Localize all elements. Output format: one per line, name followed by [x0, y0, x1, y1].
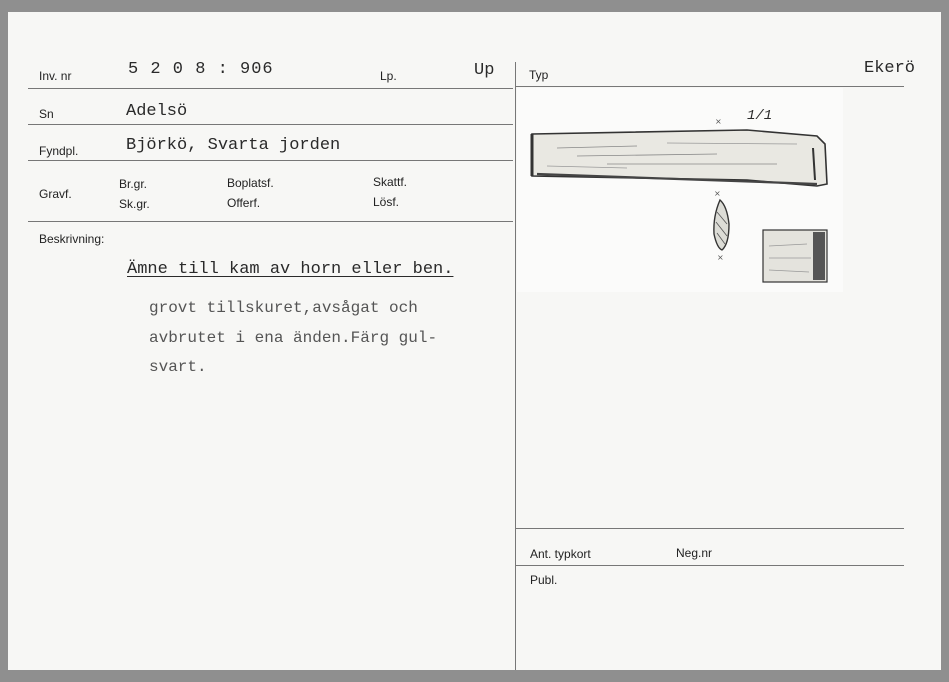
skattf-label: Skattf. — [373, 175, 408, 189]
svg-text:×: × — [715, 117, 722, 126]
column-divider — [515, 62, 516, 670]
sn-label: Sn — [39, 107, 54, 121]
rule-typ — [516, 86, 904, 87]
svg-text:×: × — [714, 189, 721, 198]
description-heading: Ämne till kam av horn eller ben. — [127, 260, 454, 279]
comb-blank-sketch — [517, 88, 843, 292]
inv-nr-label: Inv. nr — [39, 69, 72, 83]
typ-label: Typ — [529, 68, 549, 82]
fyndpl-value: Björkö, Svarta jorden — [126, 136, 341, 155]
sn-value: Adelsö — [126, 102, 188, 121]
rule-ant-typkort — [516, 528, 904, 529]
rule-gravf — [28, 221, 513, 222]
sk-gr-label: Sk.gr. — [119, 197, 150, 211]
lp-value: Up — [474, 61, 495, 80]
gravf-label: Gravf. — [39, 187, 72, 201]
publ-label: Publ. — [530, 573, 558, 587]
svg-text:×: × — [717, 253, 724, 262]
losf-label: Lösf. — [373, 195, 400, 209]
ant-typkort-label: Ant. typkort — [530, 547, 591, 561]
rule-invnr — [28, 88, 513, 89]
br-gr-label: Br.gr. — [119, 177, 148, 191]
rule-sn — [28, 124, 513, 125]
description-line-3: svart. — [149, 358, 207, 376]
fyndpl-label: Fyndpl. — [39, 144, 79, 158]
neg-nr-label: Neg.nr — [676, 546, 713, 560]
rule-fyndpl — [28, 160, 513, 161]
catalog-card — [8, 12, 941, 670]
inv-nr-value: 5 2 0 8 : 906 — [128, 60, 274, 79]
beskrivning-label: Beskrivning: — [39, 232, 105, 246]
scale-note: 1/1 — [747, 108, 773, 124]
typ-value: Ekerö — [864, 59, 916, 78]
description-line-1: grovt tillskuret,avsågat och — [149, 299, 418, 317]
rule-publ — [516, 565, 904, 566]
lp-label: Lp. — [380, 69, 397, 83]
description-line-2: avbrutet i ena änden.Färg gul- — [149, 329, 438, 347]
object-drawing — [517, 88, 843, 292]
boplatsf-label: Boplatsf. — [227, 176, 274, 190]
offerf-label: Offerf. — [227, 196, 261, 210]
